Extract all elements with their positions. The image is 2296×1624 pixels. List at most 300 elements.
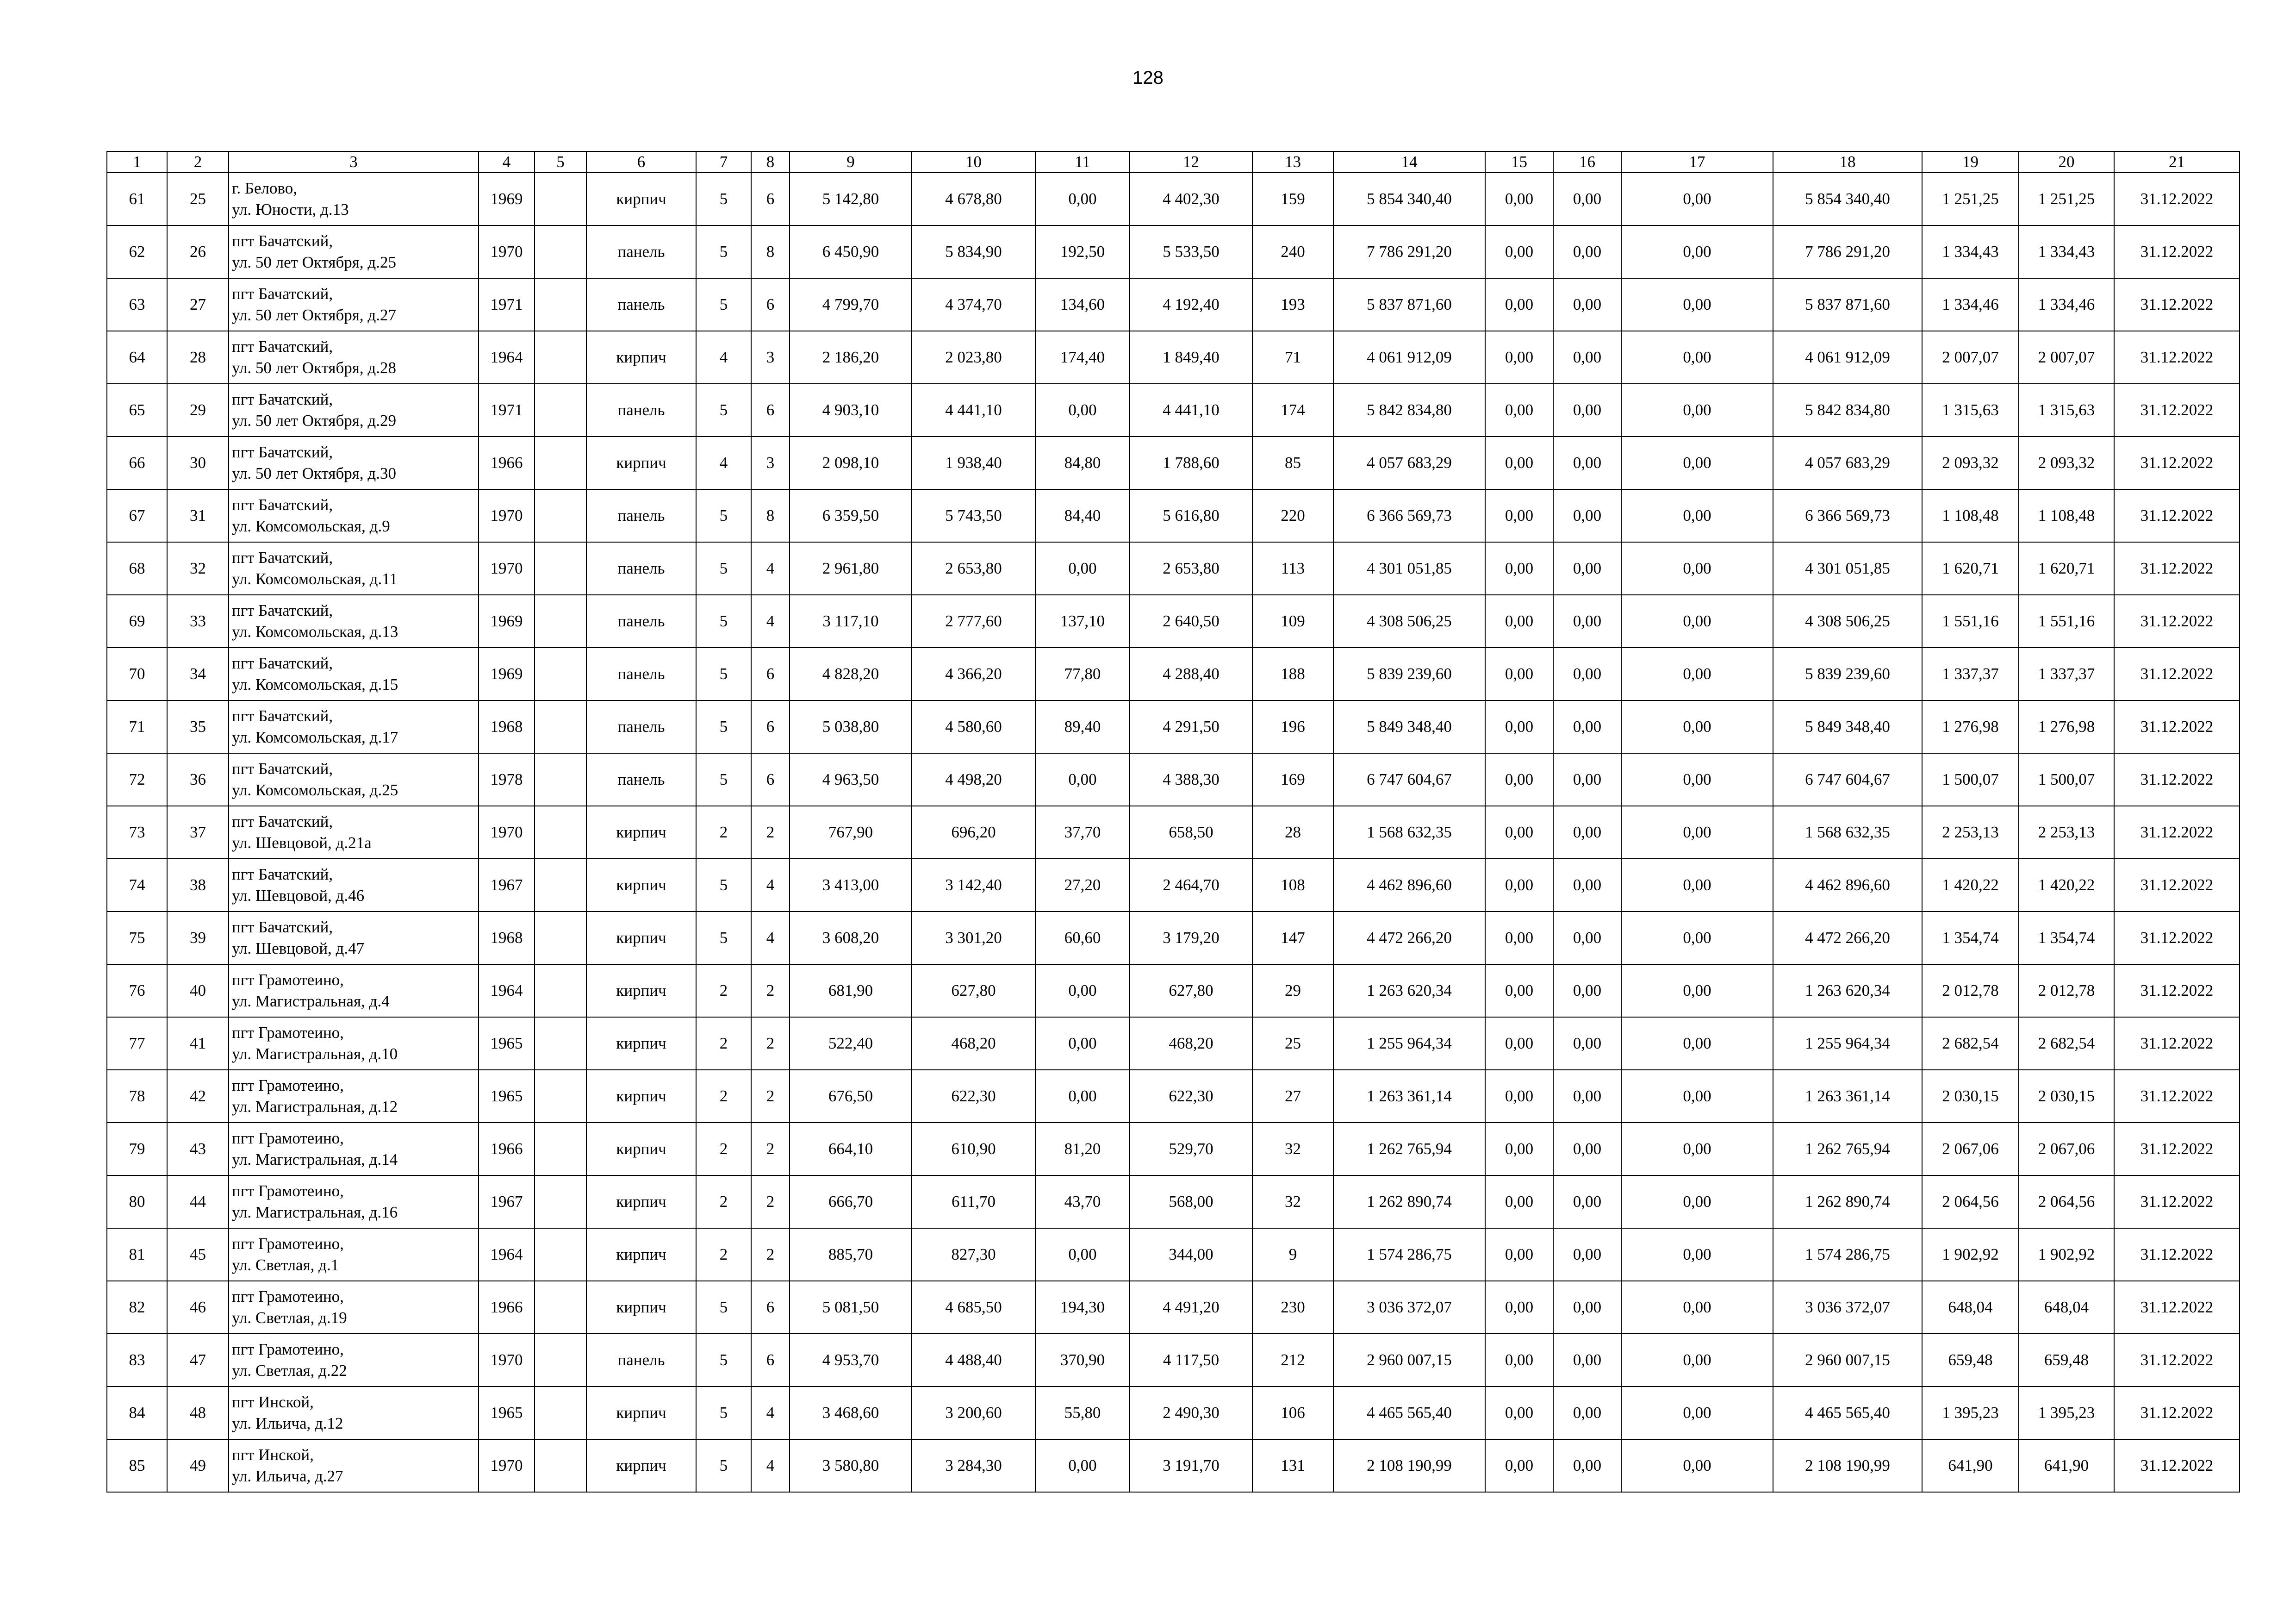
cell-c7: 2 <box>696 1175 751 1228</box>
cell-c17: 0,00 <box>1621 437 1773 489</box>
address-cell <box>229 1387 479 1439</box>
cell-c7: 5 <box>696 700 751 753</box>
table-row <box>107 595 2240 648</box>
cell-c21: 31.12.2022 <box>2114 806 2240 859</box>
address-locality: пгт Бачатский, <box>232 285 333 303</box>
cell-year: 1967 <box>479 859 535 912</box>
cell-n: 62 <box>107 225 167 278</box>
cell-c21: 31.12.2022 <box>2114 1334 2240 1387</box>
cell-year: 1970 <box>479 489 535 542</box>
cell-n: 61 <box>107 173 167 225</box>
cell-n2: 32 <box>167 542 229 595</box>
address-street: ул. Магистральная, д.14 <box>232 1150 398 1168</box>
cell-c12: 627,80 <box>1130 964 1252 1017</box>
cell-c15: 0,00 <box>1485 806 1553 859</box>
cell-c16: 0,00 <box>1553 595 1621 648</box>
cell-c15: 0,00 <box>1485 912 1553 964</box>
cell-year: 1966 <box>479 437 535 489</box>
table-row <box>107 384 2240 437</box>
cell-year: 1978 <box>479 753 535 806</box>
table-row <box>107 806 2240 859</box>
cell-n2: 44 <box>167 1175 229 1228</box>
cell-c10: 4 685,50 <box>912 1281 1035 1334</box>
cell-c7: 2 <box>696 1228 751 1281</box>
cell-c10: 4 366,20 <box>912 648 1035 700</box>
cell-c18: 1 263 620,34 <box>1773 964 1922 1017</box>
cell-c15: 0,00 <box>1485 542 1553 595</box>
cell-mat: кирпич <box>586 1070 696 1123</box>
cell-c17: 0,00 <box>1621 278 1773 331</box>
cell-c20: 641,90 <box>2019 1439 2114 1492</box>
cell-c14: 4 061 912,09 <box>1333 331 1485 384</box>
cell-n2: 25 <box>167 173 229 225</box>
cell-c17: 0,00 <box>1621 1123 1773 1175</box>
address-cell <box>229 173 479 225</box>
cell-c19: 1 334,46 <box>1922 278 2019 331</box>
cell-c16: 0,00 <box>1553 331 1621 384</box>
column-number-cell: 10 <box>912 151 1035 173</box>
cell-c21: 31.12.2022 <box>2114 912 2240 964</box>
cell-n: 68 <box>107 542 167 595</box>
cell-c19: 1 108,48 <box>1922 489 2019 542</box>
cell-c7: 5 <box>696 1387 751 1439</box>
cell-n: 64 <box>107 331 167 384</box>
cell-mat: панель <box>586 542 696 595</box>
cell-c9: 2 098,10 <box>790 437 912 489</box>
cell-c11: 137,10 <box>1035 595 1130 648</box>
cell-c18: 6 747 604,67 <box>1773 753 1922 806</box>
cell-c12: 4 291,50 <box>1130 700 1252 753</box>
cell-c8: 2 <box>751 964 790 1017</box>
cell-year: 1969 <box>479 595 535 648</box>
cell-year: 1967 <box>479 1175 535 1228</box>
cell-c21: 31.12.2022 <box>2114 1070 2240 1123</box>
cell-c12: 4 192,40 <box>1130 278 1252 331</box>
cell-n: 63 <box>107 278 167 331</box>
cell-c20: 1 251,25 <box>2019 173 2114 225</box>
cell-c20: 659,48 <box>2019 1334 2114 1387</box>
cell-c21: 31.12.2022 <box>2114 542 2240 595</box>
cell-c7: 5 <box>696 1281 751 1334</box>
cell-c11: 0,00 <box>1035 384 1130 437</box>
cell-c18: 4 301 051,85 <box>1773 542 1922 595</box>
cell-c13: 220 <box>1252 489 1333 542</box>
cell-mat: кирпич <box>586 173 696 225</box>
cell-c14: 4 301 051,85 <box>1333 542 1485 595</box>
cell-c21: 31.12.2022 <box>2114 700 2240 753</box>
cell-c20: 1 500,07 <box>2019 753 2114 806</box>
cell-c17: 0,00 <box>1621 1070 1773 1123</box>
column-number-cell: 9 <box>790 151 912 173</box>
cell-c13: 131 <box>1252 1439 1333 1492</box>
cell-c19: 1 276,98 <box>1922 700 2019 753</box>
cell-c7: 5 <box>696 173 751 225</box>
cell-c19: 648,04 <box>1922 1281 2019 1334</box>
cell-c11: 60,60 <box>1035 912 1130 964</box>
cell-c18: 1 263 361,14 <box>1773 1070 1922 1123</box>
cell-c19: 659,48 <box>1922 1334 2019 1387</box>
cell-c10: 2 777,60 <box>912 595 1035 648</box>
cell-n: 77 <box>107 1017 167 1070</box>
cell-c14: 4 472 266,20 <box>1333 912 1485 964</box>
column-number-cell: 7 <box>696 151 751 173</box>
cell-c9: 5 081,50 <box>790 1281 912 1334</box>
cell-c20: 2 064,56 <box>2019 1175 2114 1228</box>
cell-c15: 0,00 <box>1485 1387 1553 1439</box>
cell-c18: 4 462 896,60 <box>1773 859 1922 912</box>
cell-mat: кирпич <box>586 1439 696 1492</box>
cell-c13: 9 <box>1252 1228 1333 1281</box>
cell-c12: 344,00 <box>1130 1228 1252 1281</box>
cell-c18: 7 786 291,20 <box>1773 225 1922 278</box>
cell-c11: 370,90 <box>1035 1334 1130 1387</box>
cell-c18: 2 108 190,99 <box>1773 1439 1922 1492</box>
cell-c14: 1 262 890,74 <box>1333 1175 1485 1228</box>
cell-c12: 2 464,70 <box>1130 859 1252 912</box>
cell-c9: 4 799,70 <box>790 278 912 331</box>
table-row <box>107 1387 2240 1439</box>
cell-c18: 5 854 340,40 <box>1773 173 1922 225</box>
cell-mat: кирпич <box>586 859 696 912</box>
cell-c9: 3 117,10 <box>790 595 912 648</box>
cell-c7: 5 <box>696 912 751 964</box>
cell-c11: 43,70 <box>1035 1175 1130 1228</box>
cell-c18: 4 057 683,29 <box>1773 437 1922 489</box>
cell-c16: 0,00 <box>1553 859 1621 912</box>
cell-c21: 31.12.2022 <box>2114 1175 2240 1228</box>
table-row <box>107 1123 2240 1175</box>
cell-c18: 4 061 912,09 <box>1773 331 1922 384</box>
address-street: ул. 50 лет Октября, д.29 <box>232 412 396 430</box>
address-locality: пгт Грамотеино, <box>232 1287 344 1305</box>
cell-c5 <box>535 384 586 437</box>
cell-c21: 31.12.2022 <box>2114 1281 2240 1334</box>
cell-c17: 0,00 <box>1621 648 1773 700</box>
table-row <box>107 1070 2240 1123</box>
cell-c8: 6 <box>751 278 790 331</box>
cell-c8: 4 <box>751 1439 790 1492</box>
cell-mat: панель <box>586 384 696 437</box>
cell-n2: 42 <box>167 1070 229 1123</box>
cell-c10: 4 441,10 <box>912 384 1035 437</box>
cell-c7: 2 <box>696 1017 751 1070</box>
cell-c14: 4 057 683,29 <box>1333 437 1485 489</box>
cell-c10: 4 498,20 <box>912 753 1035 806</box>
cell-mat: панель <box>586 278 696 331</box>
cell-n2: 41 <box>167 1017 229 1070</box>
cell-c17: 0,00 <box>1621 331 1773 384</box>
cell-c16: 0,00 <box>1553 964 1621 1017</box>
cell-c19: 1 251,25 <box>1922 173 2019 225</box>
table-row <box>107 437 2240 489</box>
cell-c20: 1 108,48 <box>2019 489 2114 542</box>
cell-c9: 3 608,20 <box>790 912 912 964</box>
cell-c21: 31.12.2022 <box>2114 173 2240 225</box>
cell-c5 <box>535 859 586 912</box>
cell-c15: 0,00 <box>1485 173 1553 225</box>
table-row <box>107 964 2240 1017</box>
cell-c17: 0,00 <box>1621 489 1773 542</box>
cell-n: 83 <box>107 1334 167 1387</box>
cell-c20: 2 007,07 <box>2019 331 2114 384</box>
cell-c20: 1 620,71 <box>2019 542 2114 595</box>
cell-c5 <box>535 1281 586 1334</box>
cell-c13: 196 <box>1252 700 1333 753</box>
address-cell <box>229 912 479 964</box>
cell-c21: 31.12.2022 <box>2114 1439 2240 1492</box>
cell-c14: 4 308 506,25 <box>1333 595 1485 648</box>
cell-c5 <box>535 1175 586 1228</box>
cell-c19: 2 064,56 <box>1922 1175 2019 1228</box>
address-cell <box>229 859 479 912</box>
cell-c16: 0,00 <box>1553 278 1621 331</box>
cell-c5 <box>535 1228 586 1281</box>
table-row <box>107 331 2240 384</box>
cell-n: 73 <box>107 806 167 859</box>
cell-c20: 1 334,46 <box>2019 278 2114 331</box>
cell-c21: 31.12.2022 <box>2114 753 2240 806</box>
cell-mat: кирпич <box>586 331 696 384</box>
cell-n: 78 <box>107 1070 167 1123</box>
cell-c8: 6 <box>751 173 790 225</box>
cell-c12: 4 402,30 <box>1130 173 1252 225</box>
cell-c15: 0,00 <box>1485 1439 1553 1492</box>
cell-year: 1964 <box>479 331 535 384</box>
cell-c20: 1 315,63 <box>2019 384 2114 437</box>
cell-c13: 240 <box>1252 225 1333 278</box>
address-street: ул. 50 лет Октября, д.28 <box>232 359 396 377</box>
cell-c19: 1 354,74 <box>1922 912 2019 964</box>
address-street: ул. Ильича, д.27 <box>232 1467 343 1485</box>
column-number-cell: 5 <box>535 151 586 173</box>
cell-n: 72 <box>107 753 167 806</box>
cell-year: 1968 <box>479 912 535 964</box>
table-row <box>107 1281 2240 1334</box>
cell-c19: 1 902,92 <box>1922 1228 2019 1281</box>
cell-c5 <box>535 595 586 648</box>
cell-c21: 31.12.2022 <box>2114 225 2240 278</box>
cell-c18: 1 574 286,75 <box>1773 1228 1922 1281</box>
cell-c11: 27,20 <box>1035 859 1130 912</box>
cell-c20: 1 354,74 <box>2019 912 2114 964</box>
cell-c12: 3 191,70 <box>1130 1439 1252 1492</box>
cell-c12: 658,50 <box>1130 806 1252 859</box>
cell-c19: 2 007,07 <box>1922 331 2019 384</box>
cell-c12: 529,70 <box>1130 1123 1252 1175</box>
cell-c14: 2 108 190,99 <box>1333 1439 1485 1492</box>
column-number-row <box>107 151 2240 173</box>
cell-c12: 4 288,40 <box>1130 648 1252 700</box>
cell-c21: 31.12.2022 <box>2114 964 2240 1017</box>
cell-c16: 0,00 <box>1553 806 1621 859</box>
column-number-cell: 17 <box>1621 151 1773 173</box>
cell-c16: 0,00 <box>1553 1334 1621 1387</box>
cell-c13: 85 <box>1252 437 1333 489</box>
cell-c16: 0,00 <box>1553 437 1621 489</box>
table-row <box>107 278 2240 331</box>
cell-mat: панель <box>586 225 696 278</box>
cell-c5 <box>535 437 586 489</box>
address-cell <box>229 1123 479 1175</box>
cell-c8: 6 <box>751 648 790 700</box>
page-number: 128 <box>1132 68 1164 88</box>
cell-c8: 2 <box>751 1070 790 1123</box>
cell-c10: 5 743,50 <box>912 489 1035 542</box>
cell-c14: 4 465 565,40 <box>1333 1387 1485 1439</box>
cell-n: 71 <box>107 700 167 753</box>
address-street: ул. Комсомольская, д.9 <box>232 517 390 535</box>
cell-c7: 4 <box>696 437 751 489</box>
cell-year: 1969 <box>479 173 535 225</box>
cell-c13: 113 <box>1252 542 1333 595</box>
cell-c8: 4 <box>751 595 790 648</box>
cell-c7: 5 <box>696 542 751 595</box>
cell-n2: 28 <box>167 331 229 384</box>
address-cell <box>229 595 479 648</box>
cell-c16: 0,00 <box>1553 753 1621 806</box>
table-row <box>107 1439 2240 1492</box>
address-locality: пгт Бачатский, <box>232 812 333 831</box>
cell-c17: 0,00 <box>1621 1387 1773 1439</box>
cell-c21: 31.12.2022 <box>2114 489 2240 542</box>
cell-c5 <box>535 278 586 331</box>
address-street: ул. 50 лет Октября, д.30 <box>232 464 396 482</box>
cell-c17: 0,00 <box>1621 912 1773 964</box>
cell-c14: 1 263 361,14 <box>1333 1070 1485 1123</box>
cell-n2: 35 <box>167 700 229 753</box>
cell-c10: 4 488,40 <box>912 1334 1035 1387</box>
cell-c9: 681,90 <box>790 964 912 1017</box>
cell-n2: 40 <box>167 964 229 1017</box>
cell-c19: 1 315,63 <box>1922 384 2019 437</box>
cell-n2: 45 <box>167 1228 229 1281</box>
cell-n: 82 <box>107 1281 167 1334</box>
cell-c10: 696,20 <box>912 806 1035 859</box>
cell-c11: 0,00 <box>1035 753 1130 806</box>
cell-c19: 1 337,37 <box>1922 648 2019 700</box>
cell-c15: 0,00 <box>1485 700 1553 753</box>
cell-c11: 194,30 <box>1035 1281 1130 1334</box>
cell-n: 70 <box>107 648 167 700</box>
cell-c14: 1 568 632,35 <box>1333 806 1485 859</box>
address-street: ул. 50 лет Октября, д.27 <box>232 306 396 324</box>
cell-c12: 568,00 <box>1130 1175 1252 1228</box>
cell-c16: 0,00 <box>1553 225 1621 278</box>
housing-register-table <box>106 151 2240 1493</box>
cell-c20: 1 276,98 <box>2019 700 2114 753</box>
address-locality: пгт Бачатский, <box>232 918 333 936</box>
cell-c8: 4 <box>751 1387 790 1439</box>
cell-c9: 522,40 <box>790 1017 912 1070</box>
cell-year: 1970 <box>479 1439 535 1492</box>
cell-c12: 3 179,20 <box>1130 912 1252 964</box>
cell-c16: 0,00 <box>1553 173 1621 225</box>
cell-c7: 2 <box>696 1070 751 1123</box>
cell-n: 79 <box>107 1123 167 1175</box>
address-street: ул. Шевцовой, д.47 <box>232 939 365 957</box>
table-row <box>107 1175 2240 1228</box>
cell-c11: 192,50 <box>1035 225 1130 278</box>
cell-c19: 2 030,15 <box>1922 1070 2019 1123</box>
cell-c11: 0,00 <box>1035 173 1130 225</box>
cell-c5 <box>535 1070 586 1123</box>
cell-n2: 38 <box>167 859 229 912</box>
cell-c13: 28 <box>1252 806 1333 859</box>
cell-c14: 1 262 765,94 <box>1333 1123 1485 1175</box>
cell-c10: 468,20 <box>912 1017 1035 1070</box>
cell-c11: 134,60 <box>1035 278 1130 331</box>
cell-c18: 5 842 834,80 <box>1773 384 1922 437</box>
cell-c16: 0,00 <box>1553 1228 1621 1281</box>
address-locality: пгт Инской, <box>232 1446 314 1464</box>
table-row <box>107 912 2240 964</box>
cell-c5 <box>535 225 586 278</box>
column-number-cell: 19 <box>1922 151 2019 173</box>
cell-c8: 2 <box>751 1017 790 1070</box>
cell-c20: 1 420,22 <box>2019 859 2114 912</box>
address-street: ул. Светлая, д.1 <box>232 1256 339 1274</box>
address-street: ул. Магистральная, д.4 <box>232 992 390 1010</box>
cell-mat: панель <box>586 1334 696 1387</box>
cell-c19: 1 551,16 <box>1922 595 2019 648</box>
cell-c7: 2 <box>696 964 751 1017</box>
address-cell <box>229 1334 479 1387</box>
cell-c21: 31.12.2022 <box>2114 278 2240 331</box>
cell-c15: 0,00 <box>1485 437 1553 489</box>
cell-c11: 174,40 <box>1035 331 1130 384</box>
cell-c18: 2 960 007,15 <box>1773 1334 1922 1387</box>
table-row <box>107 859 2240 912</box>
cell-c20: 2 030,15 <box>2019 1070 2114 1123</box>
cell-c9: 5 038,80 <box>790 700 912 753</box>
cell-c11: 0,00 <box>1035 1017 1130 1070</box>
cell-c9: 666,70 <box>790 1175 912 1228</box>
cell-c20: 2 012,78 <box>2019 964 2114 1017</box>
address-cell <box>229 489 479 542</box>
cell-c5 <box>535 489 586 542</box>
cell-c10: 3 142,40 <box>912 859 1035 912</box>
cell-c9: 6 359,50 <box>790 489 912 542</box>
cell-c10: 2 653,80 <box>912 542 1035 595</box>
cell-c18: 1 255 964,34 <box>1773 1017 1922 1070</box>
address-street: ул. Светлая, д.19 <box>232 1309 347 1327</box>
cell-c11: 84,80 <box>1035 437 1130 489</box>
column-number-cell: 4 <box>479 151 535 173</box>
cell-year: 1970 <box>479 542 535 595</box>
address-cell <box>229 753 479 806</box>
cell-c7: 5 <box>696 595 751 648</box>
cell-c10: 3 284,30 <box>912 1439 1035 1492</box>
cell-c15: 0,00 <box>1485 1334 1553 1387</box>
address-cell <box>229 437 479 489</box>
cell-c5 <box>535 964 586 1017</box>
address-cell <box>229 1175 479 1228</box>
cell-c5 <box>535 1017 586 1070</box>
column-number-cell: 21 <box>2114 151 2240 173</box>
cell-c5 <box>535 912 586 964</box>
cell-c10: 1 938,40 <box>912 437 1035 489</box>
cell-c7: 5 <box>696 1439 751 1492</box>
cell-c17: 0,00 <box>1621 1334 1773 1387</box>
cell-c13: 108 <box>1252 859 1333 912</box>
cell-c5 <box>535 806 586 859</box>
address-cell <box>229 700 479 753</box>
cell-c15: 0,00 <box>1485 278 1553 331</box>
table-row <box>107 173 2240 225</box>
cell-c19: 2 253,13 <box>1922 806 2019 859</box>
cell-year: 1970 <box>479 225 535 278</box>
address-cell <box>229 1228 479 1281</box>
